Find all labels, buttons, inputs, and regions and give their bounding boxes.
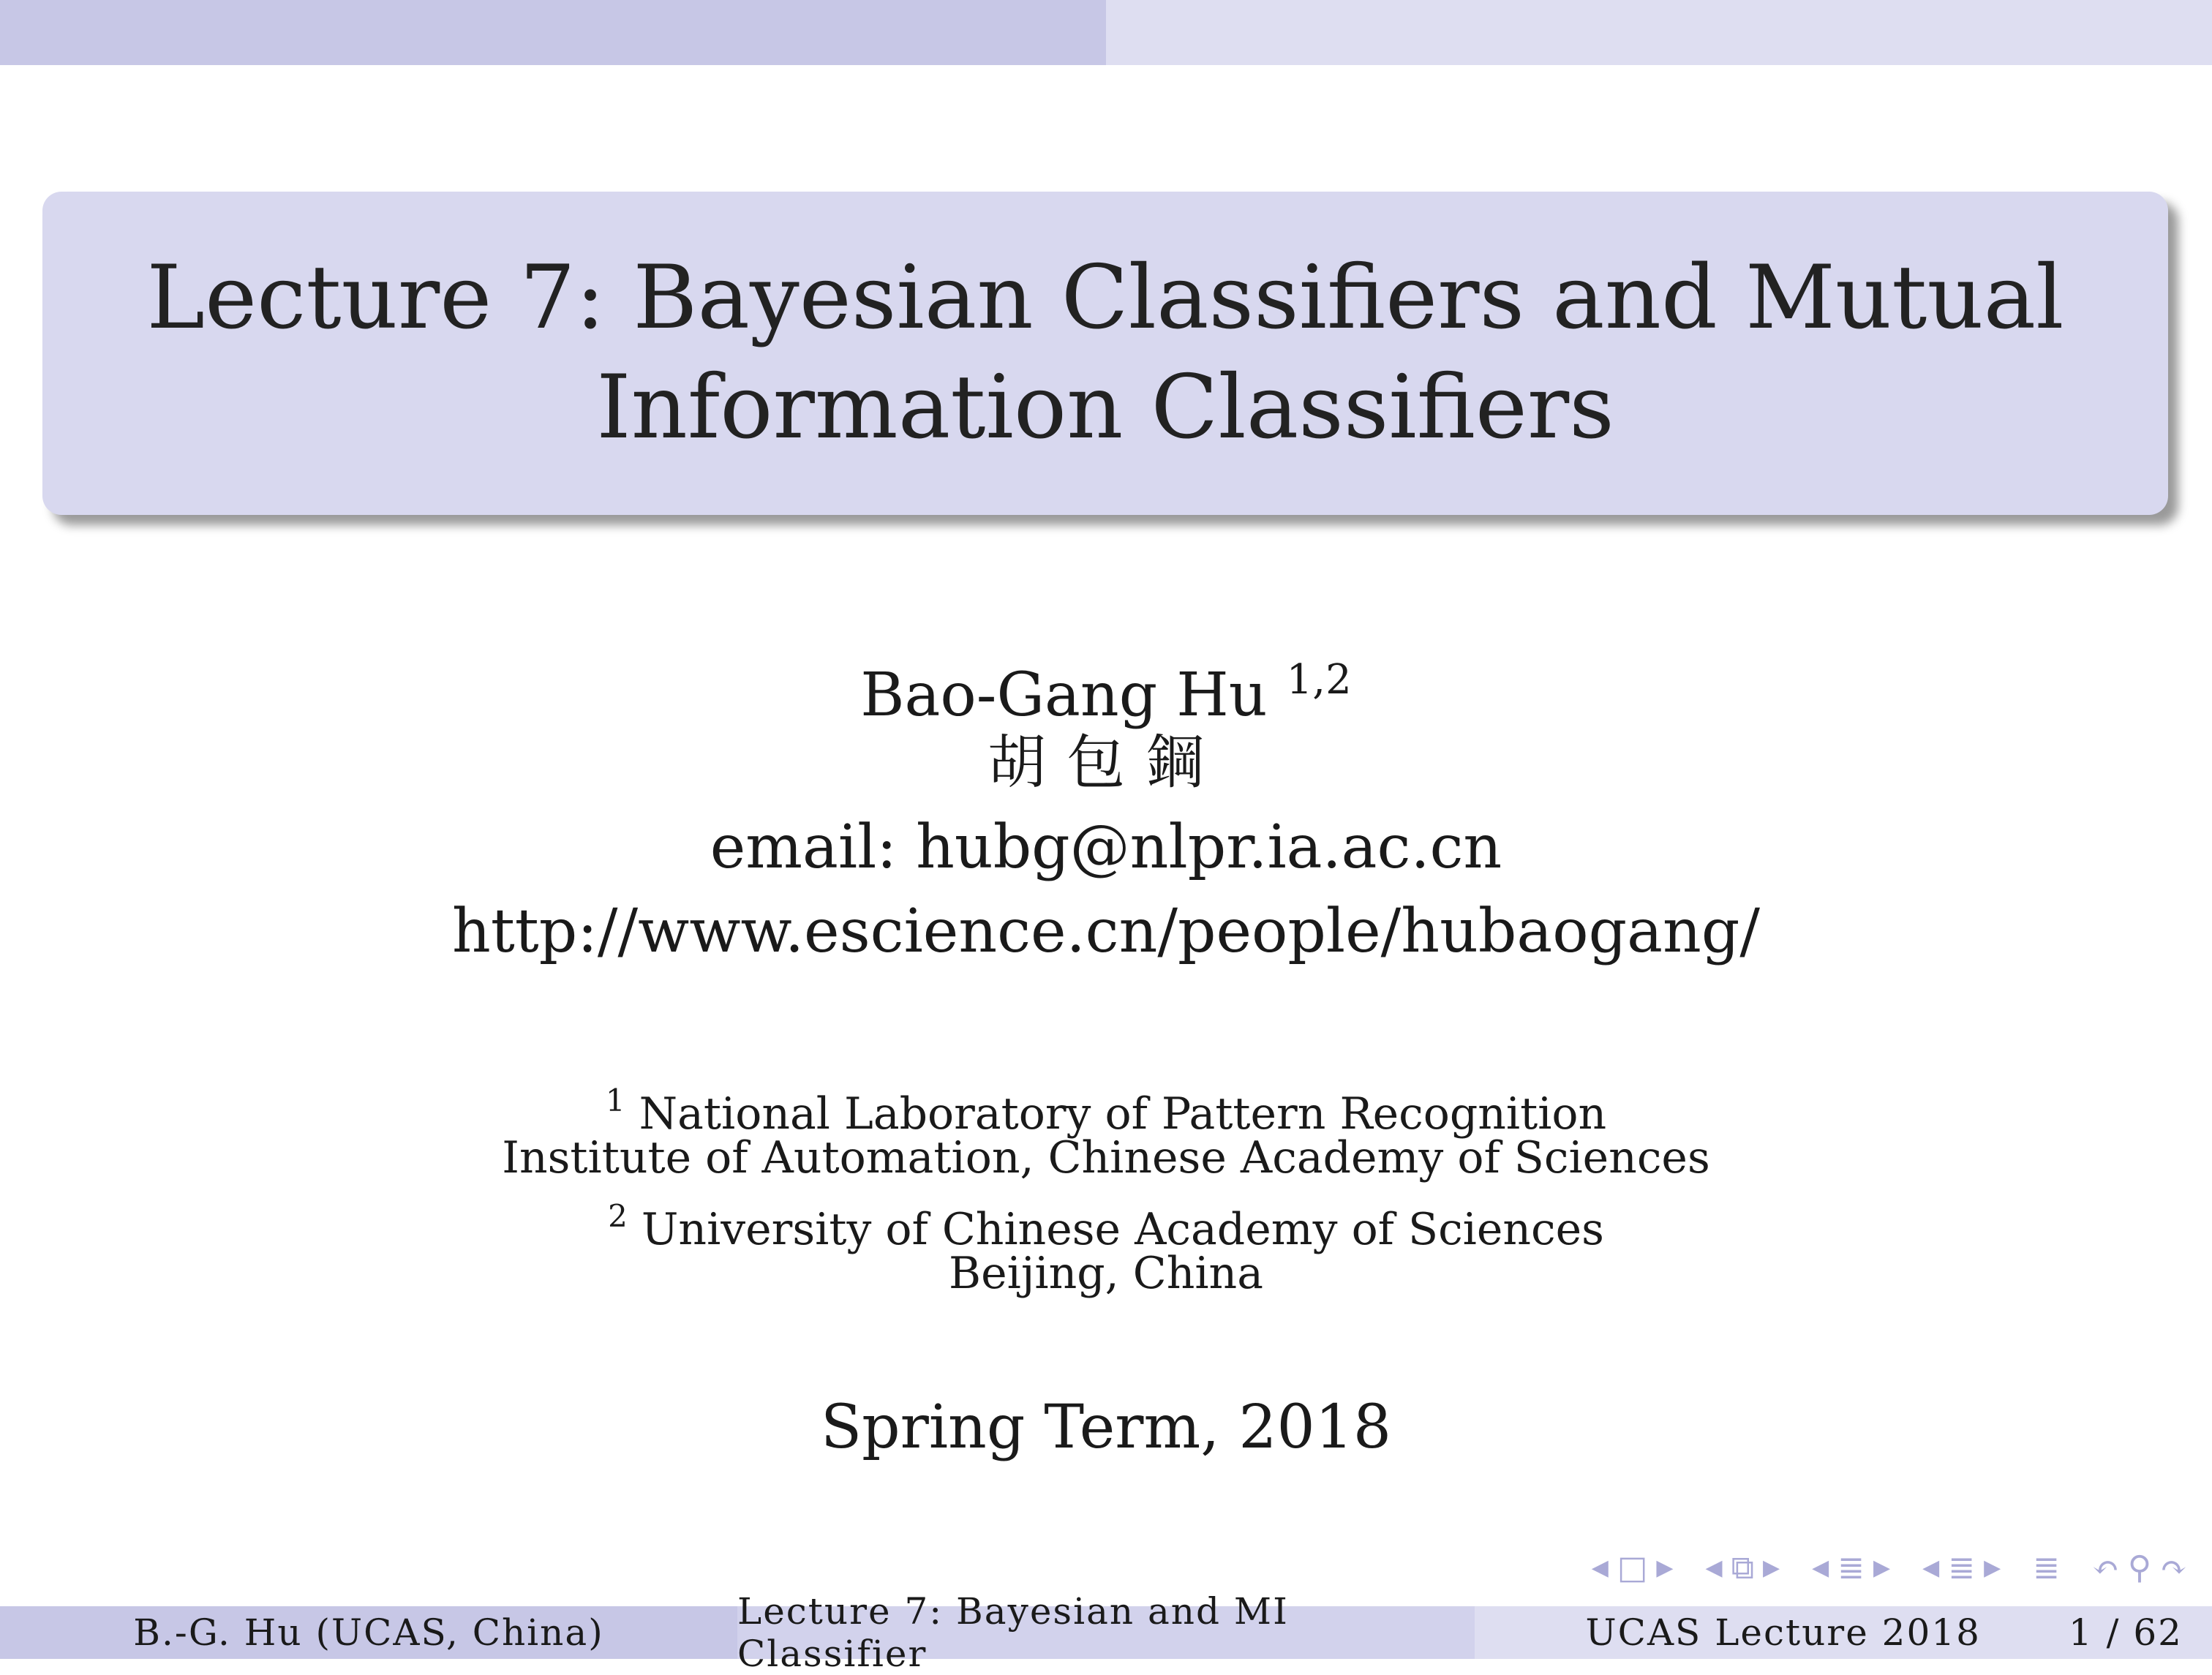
title-block — [42, 192, 2168, 515]
nav-next-icon[interactable]: ▶ — [1656, 1555, 1674, 1581]
nav-search-group[interactable] — [2092, 1549, 2187, 1586]
presentation-date: Spring Term, 2018 — [820, 1393, 1392, 1462]
footer-page-number: 1 / 62 — [2068, 1611, 2183, 1654]
slide-title: Lecture 7: Bayesian Classifiers and Mutual Information Classifiers — [146, 247, 2064, 459]
affiliation-text: Beijing, China — [949, 1248, 1263, 1299]
affiliation-text: National Laboratory of Pattern Recognition — [625, 1088, 1607, 1140]
footer-right — [1475, 1606, 2212, 1659]
nav-frame-group[interactable] — [1592, 1549, 1674, 1586]
search-icon[interactable]: ⚲ — [2127, 1549, 2152, 1586]
affiliation-text: Institute of Automation, Chinese Academy of Sciences — [502, 1132, 1710, 1183]
footer-bar — [0, 1590, 2212, 1675]
nav-prev-icon[interactable]: ◀ — [1705, 1555, 1723, 1581]
frame-icon[interactable]: □ — [1617, 1549, 1648, 1586]
subsection-icon[interactable]: ⧉ — [1731, 1549, 1754, 1586]
footer-author: B.-G. Hu (UCAS, China) — [0, 1606, 737, 1659]
affiliation-text: University of Chinese Academy of Sciences — [627, 1204, 1604, 1255]
undo-icon[interactable]: ↶ — [2092, 1549, 2119, 1586]
section-icon[interactable]: ≣ — [1837, 1549, 1865, 1586]
footer-institute: UCAS Lecture 2018 — [1585, 1611, 1981, 1654]
redo-icon[interactable]: ↷ — [2160, 1549, 2187, 1586]
footer-short-title: Lecture 7: Bayesian and MI Classifier — [737, 1606, 1475, 1659]
nav-next-icon[interactable]: ▶ — [1763, 1555, 1780, 1581]
appendix-icon[interactable]: ≣ — [2033, 1549, 2061, 1586]
author-chinese-name: 胡包鋼 — [988, 729, 1224, 797]
nav-document-group[interactable] — [1922, 1549, 2001, 1586]
nav-section-group[interactable] — [1812, 1549, 1890, 1586]
nav-prev-icon[interactable]: ◀ — [1812, 1555, 1829, 1581]
affiliation-line — [0, 1129, 2212, 1187]
author-url: http://www.escience.cn/people/hubaogang/ — [452, 897, 1760, 966]
nav-prev-icon[interactable]: ◀ — [1591, 1555, 1609, 1581]
nav-next-icon[interactable]: ▶ — [1873, 1555, 1891, 1581]
author-name: Bao-Gang Hu — [860, 660, 1287, 730]
header-bar — [0, 0, 2212, 65]
nav-prev-icon[interactable]: ◀ — [1922, 1555, 1940, 1581]
nav-next-icon[interactable]: ▶ — [1984, 1555, 2001, 1581]
header-bar-section-right — [1106, 0, 2212, 65]
header-bar-section-left — [0, 0, 1106, 65]
nav-subsection-group[interactable] — [1706, 1549, 1780, 1586]
affiliation-line — [0, 1245, 2212, 1303]
author-affiliation-marks: 1,2 — [1286, 656, 1352, 704]
author-email: email: hubg@nlpr.ia.ac.cn — [710, 813, 1502, 882]
affiliation-mark: 2 — [608, 1198, 628, 1234]
beamer-navigation — [1592, 1549, 2187, 1586]
affiliation-mark: 1 — [605, 1083, 625, 1118]
document-icon[interactable]: ≣ — [1948, 1549, 1976, 1586]
